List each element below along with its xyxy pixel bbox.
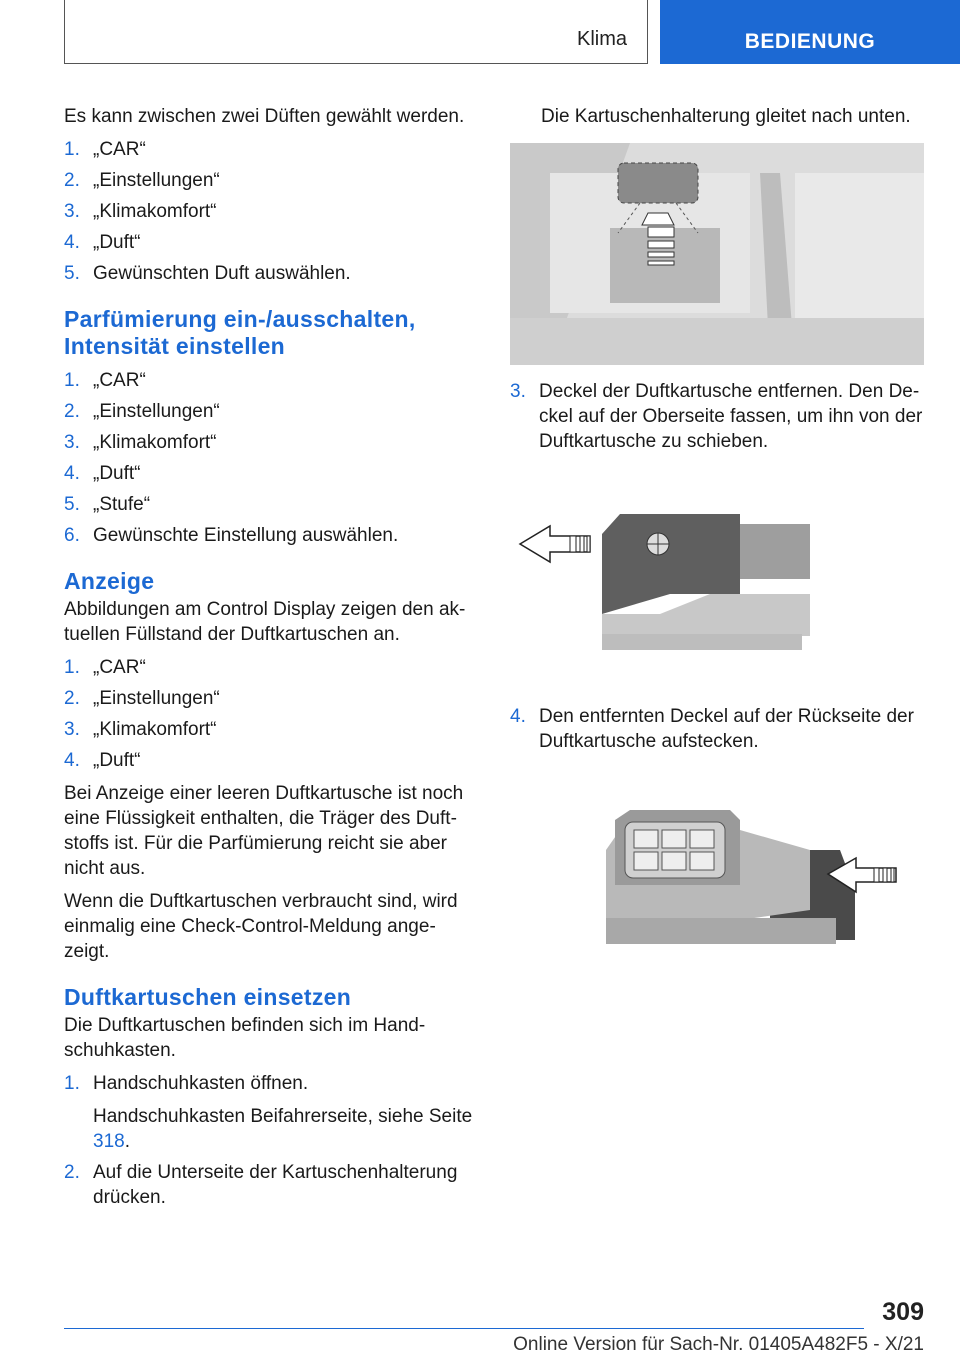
list-item (64, 199, 474, 224)
heading-einsetzen: Duftkartuschen einsetzen (64, 984, 352, 1010)
step-number: 3. (64, 432, 80, 453)
steps-right-4 (510, 704, 924, 754)
list-item (64, 1071, 474, 1096)
step-number: 5. (64, 263, 80, 284)
step-text: Deckel der Duftkartusche entfernen. Den Deckel auf der Oberseite fassen, um ihn von der Duftkartusche zu schieben. (539, 381, 923, 452)
step-text: „Klimakomfort“ (93, 432, 217, 453)
steps-right-3 (510, 379, 924, 454)
step-number: 1. (64, 657, 80, 678)
step-text: „Duft“ (93, 463, 141, 484)
footer-divider (64, 1328, 864, 1329)
online-version-text: Online Version für Sach-Nr. 01405A482F5 - X/21 (513, 1334, 924, 1355)
subtext-label: Handschuhkasten Beifahrerseite, siehe Seite (93, 1106, 473, 1127)
list-item (64, 655, 474, 680)
list-item (64, 748, 474, 773)
step-text: Gewünschten Duft auswählen. (93, 263, 351, 284)
step-number: 4. (510, 706, 526, 727)
list-item (64, 399, 474, 424)
step-text: „Klimakomfort“ (93, 719, 217, 740)
step-text: „CAR“ (93, 370, 146, 391)
step-number: 2. (64, 688, 80, 709)
step-subtext (64, 1104, 474, 1154)
step-text: „Einstellungen“ (93, 688, 220, 709)
step-number: 1. (64, 139, 80, 160)
list-item (64, 137, 474, 162)
step-text: „Einstellungen“ (93, 170, 220, 191)
step-text: „CAR“ (93, 657, 146, 678)
attach-lid-illustration (510, 810, 924, 970)
verbraucht-text: Wenn die Duftkartuschen verbraucht sind, wird einmalig eine Check-Control-Meldung angezeigt. (64, 891, 458, 962)
page-number: 309 (882, 1298, 924, 1326)
step-number: 3. (510, 381, 526, 402)
einsetzen-text: Die Duftkartuschen befinden sich im Handschuhkasten. (64, 1015, 426, 1061)
step-number: 2. (64, 170, 80, 191)
anzeige-text: Abbildungen am Control Display zeigen den aktuellen Füllstand der Duftkartuschen an. (64, 599, 466, 645)
header-box (64, 0, 648, 64)
steps-anzeige (64, 655, 474, 773)
step-number: 4. (64, 750, 80, 771)
step-text: Auf die Unterseite der Kartuschenhalterung drücken. (93, 1162, 458, 1208)
page-link-318[interactable]: 318 (93, 1131, 125, 1152)
step-number: 4. (64, 232, 80, 253)
leer-text: Bei Anzeige einer leeren Duftkartusche ist noch eine Flüssigkeit enthalten, die Träger des Duftstoffs ist. Für die Parfümierung reicht sie aber nicht aus. (64, 783, 464, 879)
step-text: „Duft“ (93, 750, 141, 771)
list-item (64, 523, 474, 548)
left-column (64, 104, 474, 1218)
step-number: 5. (64, 494, 80, 515)
list-item (510, 704, 924, 754)
list-item (64, 686, 474, 711)
steps-parfuemierung (64, 368, 474, 548)
list-item (64, 1160, 474, 1210)
step-text: „Klimakomfort“ (93, 201, 217, 222)
step-number: 3. (64, 719, 80, 740)
step-number: 3. (64, 201, 80, 222)
list-item (64, 717, 474, 742)
subtext-end: . (124, 1131, 130, 1152)
step-number: 1. (64, 370, 80, 391)
step-text: „Einstellungen“ (93, 401, 220, 422)
step-number: 2. (64, 1162, 80, 1183)
glovebox-illustration (510, 143, 924, 365)
heading-anzeige: Anzeige (64, 568, 155, 594)
list-item (64, 430, 474, 455)
step-number: 1. (64, 1073, 80, 1094)
step-number: 4. (64, 463, 80, 484)
list-item (64, 261, 474, 286)
right-column (510, 104, 924, 982)
intro-text: Es kann zwischen zwei Düften gewählt werden. (64, 106, 465, 127)
list-item (64, 368, 474, 393)
step-number: 6. (64, 525, 80, 546)
gleitet-text: Die Kartuschenhalterung gleitet nach unten. (541, 106, 911, 127)
list-item (64, 461, 474, 486)
steps-einsetzen-2 (64, 1160, 474, 1210)
step-text: „CAR“ (93, 139, 146, 160)
list-item (64, 168, 474, 193)
step-text: Den entfernten Deckel auf der Rückseite der Duftkartusche aufstecken. (539, 706, 914, 752)
list-item (64, 492, 474, 517)
steps-einsetzen (64, 1071, 474, 1096)
steps-duft-waehlen (64, 137, 474, 286)
section-title: Klima (576, 28, 627, 50)
step-number: 2. (64, 401, 80, 422)
chapter-tab[interactable]: BEDIENUNG (660, 0, 960, 64)
list-item (64, 230, 474, 255)
step-text: Gewünschte Einstellung auswählen. (93, 525, 399, 546)
list-item (510, 379, 924, 454)
step-text: „Duft“ (93, 232, 141, 253)
step-text: „Stufe“ (93, 494, 151, 515)
heading-parfuemierung: Parfümierung ein-/ausschalten, Intensität einstellen (64, 306, 416, 359)
remove-lid-illustration (510, 514, 924, 664)
step-text: Handschuhkasten öffnen. (93, 1073, 309, 1094)
